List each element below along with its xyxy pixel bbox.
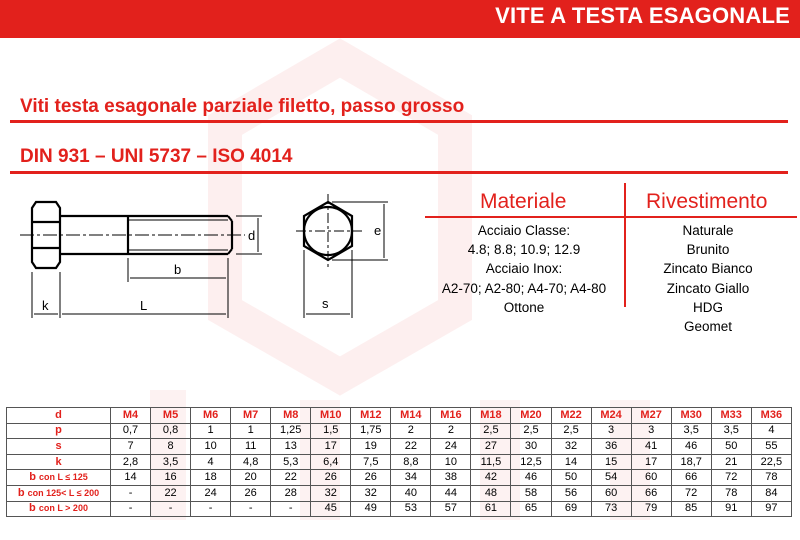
row-label-symbol: p — [55, 424, 62, 437]
size-header-cell: M8 — [271, 408, 311, 424]
table-cell: 1,75 — [351, 423, 391, 439]
size-header-cell: M14 — [391, 408, 431, 424]
size-header-cell: M30 — [671, 408, 711, 424]
header-bar — [0, 0, 800, 36]
coatings-item: Brunito — [686, 242, 730, 258]
subtitle-rule — [10, 120, 788, 123]
table-cell: 45 — [311, 501, 351, 517]
standards-heading: DIN 931 – UNI 5737 – ISO 4014 — [20, 146, 293, 167]
row-label-symbol: s — [55, 439, 62, 452]
table-cell: 26 — [311, 470, 351, 486]
table-cell: 0,8 — [151, 423, 191, 439]
table-cell: 14 — [111, 470, 151, 486]
row-label — [7, 501, 111, 517]
table-cell: 78 — [751, 470, 791, 486]
table-cell: 8 — [151, 439, 191, 455]
table-cell: - — [271, 501, 311, 517]
table-cell: 40 — [391, 485, 431, 501]
table-cell: 18,7 — [671, 454, 711, 470]
size-header-cell: M12 — [351, 408, 391, 424]
header-underline — [0, 36, 800, 38]
table-row — [7, 501, 792, 517]
table-cell: 46 — [671, 439, 711, 455]
table-cell: 46 — [511, 470, 551, 486]
table-cell: 49 — [351, 501, 391, 517]
table-cell: 57 — [431, 501, 471, 517]
table-cell: 84 — [751, 485, 791, 501]
table-cell: 18 — [191, 470, 231, 486]
table-cell: 1,25 — [271, 423, 311, 439]
table-cell: 50 — [711, 439, 751, 455]
table-cell: 4,8 — [231, 454, 271, 470]
table-cell: 19 — [351, 439, 391, 455]
coatings-item: Zincato Bianco — [663, 261, 753, 277]
table-cell: 26 — [231, 485, 271, 501]
materials-list — [426, 221, 622, 317]
table-cell: 38 — [431, 470, 471, 486]
row-label-note: con 125< L ≤ 200 — [27, 487, 100, 498]
table-row — [7, 454, 792, 470]
table-cell: - — [191, 501, 231, 517]
table-cell: 69 — [551, 501, 591, 517]
table-cell: 48 — [471, 485, 511, 501]
materials-header: Materiale — [480, 190, 567, 213]
table-cell: 2,5 — [471, 423, 511, 439]
table-cell: 22,5 — [751, 454, 791, 470]
table-cell: 32 — [311, 485, 351, 501]
size-header-cell: M36 — [751, 408, 791, 424]
table-cell: 4 — [751, 423, 791, 439]
size-header-cell: M22 — [551, 408, 591, 424]
table-cell: - — [111, 501, 151, 517]
table-cell: 72 — [671, 485, 711, 501]
product-subtitle: Viti testa esagonale parziale filetto, passo grosso — [20, 96, 465, 117]
table-cell: 79 — [631, 501, 671, 517]
coatings-header: Rivestimento — [646, 190, 768, 213]
table-cell: 27 — [471, 439, 511, 455]
table-cell: - — [151, 501, 191, 517]
table-row — [7, 423, 792, 439]
table-cell: 15 — [591, 454, 631, 470]
size-header-cell: M4 — [111, 408, 151, 424]
materials-item: Acciaio Classe: — [477, 223, 571, 238]
table-cell: 22 — [151, 485, 191, 501]
table-cell: 14 — [551, 454, 591, 470]
table-cell: 72 — [711, 470, 751, 486]
table-cell: 3,5 — [151, 454, 191, 470]
table-cell: 34 — [391, 470, 431, 486]
row-label — [7, 439, 111, 455]
table-cell: 6,4 — [311, 454, 351, 470]
label-b: b — [174, 262, 182, 277]
table-cell: 60 — [631, 470, 671, 486]
table-cell: 58 — [511, 485, 551, 501]
table-cell: 50 — [551, 470, 591, 486]
table-cell: 30 — [511, 439, 551, 455]
size-header-cell: M27 — [631, 408, 671, 424]
table-cell: 4 — [191, 454, 231, 470]
table-cell: 97 — [751, 501, 791, 517]
table-cell: - — [231, 501, 271, 517]
table-cell: 55 — [751, 439, 791, 455]
table-cell: 1,5 — [311, 423, 351, 439]
table-cell: 2 — [391, 423, 431, 439]
table-cell: 5,3 — [271, 454, 311, 470]
coatings-item: Geomet — [683, 319, 733, 335]
table-cell: 3 — [631, 423, 671, 439]
table-cell: 11 — [231, 439, 271, 455]
row-label-d: d — [7, 408, 111, 424]
table-cell: 12,5 — [511, 454, 551, 470]
table-cell: 65 — [511, 501, 551, 517]
table-cell: 42 — [471, 470, 511, 486]
table-cell: 2,8 — [111, 454, 151, 470]
materials-rule — [425, 216, 797, 218]
table-cell: 3,5 — [711, 423, 751, 439]
row-label-symbol: k — [55, 455, 62, 468]
label-e: e — [374, 223, 382, 238]
table-cell: 3 — [591, 423, 631, 439]
table-cell: 53 — [391, 501, 431, 517]
table-header-row — [7, 408, 792, 424]
table-cell: 91 — [711, 501, 751, 517]
table-row — [7, 439, 792, 455]
table-cell: 54 — [591, 470, 631, 486]
materials-item: Acciaio Inox: — [485, 261, 563, 277]
coatings-item: Zincato Giallo — [666, 280, 750, 296]
size-header-cell: M18 — [471, 408, 511, 424]
materials-item: 4.8; 8.8; 10.9; 12.9 — [467, 242, 581, 258]
size-header-cell: M7 — [231, 408, 271, 424]
table-cell: 60 — [591, 485, 631, 501]
table-cell: 1 — [191, 423, 231, 439]
table-cell: 61 — [471, 501, 511, 517]
table-cell: 7 — [111, 439, 151, 455]
row-label — [7, 423, 111, 439]
table-cell: 28 — [271, 485, 311, 501]
table-cell: 24 — [191, 485, 231, 501]
table-cell: 7,5 — [351, 454, 391, 470]
materials-divider — [624, 183, 626, 307]
table-cell: 22 — [271, 470, 311, 486]
size-header-cell: M5 — [151, 408, 191, 424]
coatings-item: Naturale — [682, 223, 734, 238]
table-cell: 2,5 — [511, 423, 551, 439]
row-label-symbol: b — [29, 502, 36, 515]
table-cell: 73 — [591, 501, 631, 517]
table-cell: 44 — [431, 485, 471, 501]
size-header-cell: M24 — [591, 408, 631, 424]
size-header-cell: M10 — [311, 408, 351, 424]
table-row — [7, 470, 792, 486]
table-cell: 22 — [391, 439, 431, 455]
row-label — [7, 485, 111, 501]
table-cell: 2 — [431, 423, 471, 439]
table-cell: 2,5 — [551, 423, 591, 439]
standards-rule — [10, 171, 788, 174]
table-cell: 16 — [151, 470, 191, 486]
table-cell: 56 — [551, 485, 591, 501]
size-header-cell: M16 — [431, 408, 471, 424]
table-cell: 21 — [711, 454, 751, 470]
table-cell: 8,8 — [391, 454, 431, 470]
table-row — [7, 485, 792, 501]
row-label-symbol: b — [29, 471, 36, 484]
row-label-note: con L > 200 — [38, 503, 88, 514]
materials-item: Ottone — [503, 299, 545, 315]
table-cell: 41 — [631, 439, 671, 455]
table-cell: 66 — [671, 470, 711, 486]
bolt-technical-drawing — [0, 180, 410, 330]
table-cell: 11,5 — [471, 454, 511, 470]
row-label — [7, 470, 111, 486]
label-L: L — [140, 298, 148, 313]
label-d: d — [248, 228, 256, 243]
row-label — [7, 454, 111, 470]
size-header-cell: M33 — [711, 408, 751, 424]
materials-item: A2-70; A2-80; A4-70; A4-80 — [441, 280, 607, 296]
table-cell: 20 — [231, 470, 271, 486]
table-cell: 26 — [351, 470, 391, 486]
dimensions-table — [6, 407, 792, 517]
table-cell: 32 — [551, 439, 591, 455]
size-header-cell: M6 — [191, 408, 231, 424]
table-cell: 36 — [591, 439, 631, 455]
table-cell: 3,5 — [671, 423, 711, 439]
table-cell: 13 — [271, 439, 311, 455]
label-s: s — [322, 296, 329, 311]
table-cell: 17 — [311, 439, 351, 455]
table-cell: 85 — [671, 501, 711, 517]
table-cell: 10 — [431, 454, 471, 470]
coatings-list — [628, 221, 788, 336]
table-cell: 32 — [351, 485, 391, 501]
table-cell: 10 — [191, 439, 231, 455]
table-cell: 0,7 — [111, 423, 151, 439]
table-cell: 66 — [631, 485, 671, 501]
table-cell: 17 — [631, 454, 671, 470]
table-cell: 24 — [431, 439, 471, 455]
row-label-symbol: b — [17, 486, 25, 499]
page-title: VITE A TESTA ESAGONALE — [495, 3, 790, 28]
size-header-cell: M20 — [511, 408, 551, 424]
table-cell: - — [111, 485, 151, 501]
table-cell: 1 — [231, 423, 271, 439]
coatings-item: HDG — [693, 299, 723, 315]
label-k: k — [42, 298, 49, 313]
table-cell: 78 — [711, 485, 751, 501]
row-label-note: con L ≤ 125 — [39, 472, 88, 483]
